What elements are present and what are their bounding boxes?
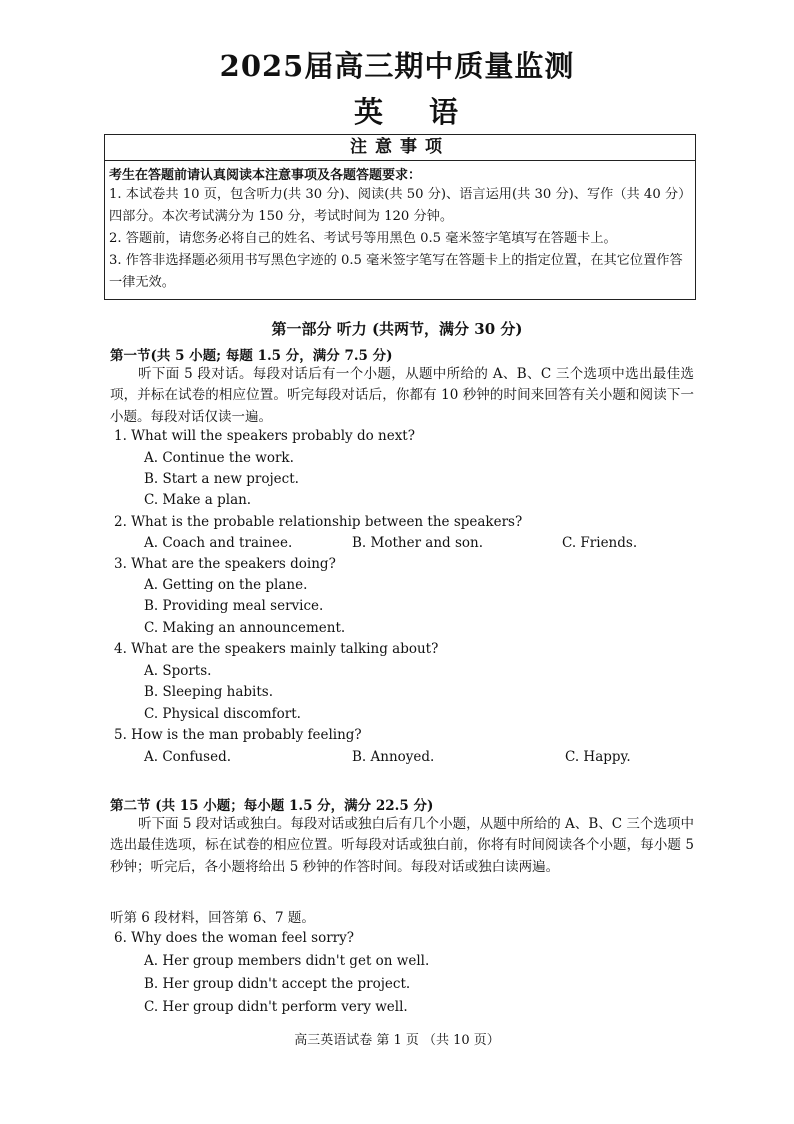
question-2-option-b: B. Mother and son.	[352, 535, 484, 551]
question-5: 5. How is the man probably feeling?	[114, 727, 362, 743]
question-6-option-a: A. Her group members didn't get on well.	[144, 953, 430, 969]
notice-lead: 考生在答题前请认真阅读本注意事项及各题答题要求：	[109, 168, 422, 183]
subject-title: 英 语	[353, 95, 477, 129]
notice-item-2: 2. 答题前，请您务必将自己的姓名、考试号等用黑色 0.5 毫米签字笔填写在答题卡上。	[109, 231, 617, 246]
notice-item-3: 3. 作答非选择题必须用书写黑色字迹的 0.5 毫米签字笔写在答题卡上的指定位置，在其它位置作答一律无效。	[109, 253, 683, 290]
notice-title: 注意事项	[350, 137, 450, 157]
page-title: 2025届高三期中质量监测	[219, 49, 575, 83]
question-1: 1. What will the speakers probably do next?	[114, 428, 415, 444]
question-3-option-a: A. Getting on the plane.	[144, 577, 308, 593]
page-footer: 高三英语试卷 第 1 页 （共 10 页）	[294, 1033, 500, 1048]
question-6-option-c: C. Her group didn't perform very well.	[144, 999, 408, 1015]
section-2-instructions: 听下面 5 段对话或独白。每段对话或独白后有几个小题，从题中所给的 A、B、C 三个选项中选出最佳选项，标在试卷的相应位置。听每段对话或独白前，你将有时间阅读各个小题，每小题 5 秒钟；听完后，各小题将给出 5 秒钟的作答时间。每段对话或独白读两遍。	[110, 816, 694, 875]
section-2-heading: 第二节 (共 15 小题；每小题 1.5 分，满分 22.5 分)	[110, 798, 434, 814]
question-2: 2. What is the probable relationship between the speakers?	[114, 514, 523, 530]
notice-item-1: 1. 本试卷共 10 页，包含听力(共 30 分)、阅读(共 50 分)、语言运用(共 30 分)、写作（共 40 分）四部分。本次考试满分为 150 分，考试时间为 120 分钟。	[109, 187, 692, 224]
question-4: 4. What are the speakers mainly talking about?	[114, 641, 439, 657]
question-5-option-a: A. Confused.	[144, 749, 232, 765]
question-4-option-a: A. Sports.	[144, 663, 212, 679]
notice-divider	[105, 160, 695, 161]
question-4-option-b: B. Sleeping habits.	[144, 684, 273, 700]
question-2-option-a: A. Coach and trainee.	[144, 535, 293, 551]
section-1-instructions: 听下面 5 段对话。每段对话后有一个小题，从题中所给的 A、B、C 三个选项中选出最佳选项，并标在试卷的相应位置。听完每段对话后，你都有 10 秒钟的时间来回答有关小题和阅读下一小题。每段对话仅读一遍。	[110, 366, 694, 425]
notice-box	[104, 134, 696, 300]
question-2-option-c: C. Friends.	[562, 535, 638, 551]
section-1-heading: 第一节(共 5 小题; 每题 1.5 分，满分 7.5 分)	[110, 348, 393, 364]
question-4-option-c: C. Physical discomfort.	[144, 706, 301, 722]
question-3-option-b: B. Providing meal service.	[144, 598, 324, 614]
question-5-option-c: C. Happy.	[565, 749, 631, 765]
question-5-option-b: B. Annoyed.	[352, 749, 435, 765]
question-1-option-b: B. Start a new project.	[144, 471, 299, 487]
question-1-option-a: A. Continue the work.	[144, 450, 294, 466]
material-6-note: 听第 6 段材料，回答第 6、7 题。	[110, 910, 315, 926]
question-6: 6. Why does the woman feel sorry?	[114, 930, 354, 946]
question-3-option-c: C. Making an announcement.	[144, 620, 346, 636]
part-1-title: 第一部分 听力 (共两节，满分 30 分)	[271, 320, 523, 338]
question-3: 3. What are the speakers doing?	[114, 556, 336, 572]
question-6-option-b: B. Her group didn't accept the project.	[144, 976, 411, 992]
question-1-option-c: C. Make a plan.	[144, 492, 252, 508]
